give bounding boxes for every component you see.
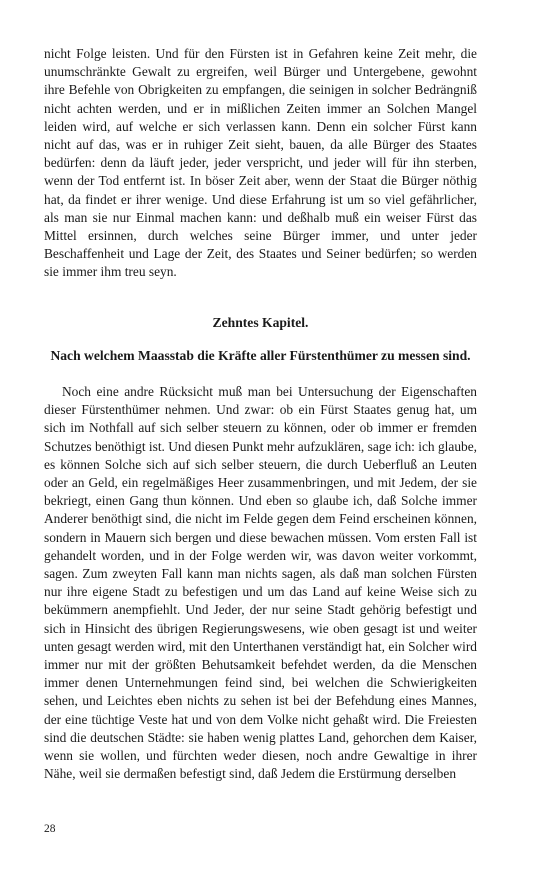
paragraph-main-text: Noch eine andre Rücksicht muß man bei Untersuchung der Eigenschaften dieser Fürstenthümer nehmen. Und zwar: ob ein Fürst Staates genug hat, um sich im Nothfall auf sich selber steuern zu können, oder ob immer er fremden Schutzes benöthigt ist. Und diesen Punkt mehr aufzuklären, sage ich: ich glaube, es können Solche sich auf sich selber steuern, die durch Ueberfluß an Leuten oder an Geld, ein regelmäßiges Heer zusammenbringen, und mit Jedem, der sie bekriegt, einen Gang thun können. Und eben so glaube ich, daß Solche immer Anderer benöthigt sind, die nicht im Felde gegen dem Feind erscheinen können, sondern in Mauern sich bergen und diese bewachen müssen. Vom ersten Fall ist gehandelt worden, und in der Folge werden wir, was davon weiter vorkommt, sagen. Zum zweyten Fall kann man nichts sagen, als daß man solchen Fürsten nur ihre eigene Stadt zu befestigen und um das Land auf keine Weise sich zu bekümmern anempfiehlt. Und Jeder, der nur seine Stadt gehörig befestigt und sich in Hinsicht des übrigen Regierungswesens, wie oben gesagt ist und weiter unten gesagt werden wird, mit den Unterthanen verständigt hat, ein Solcher wird immer nur mit der größten Behutsamkeit befehdet werden, da die Menschen immer denen Unternehmungen feind sind, bei welchen die Schwierigkeiten sehen, und Leichtes eben nichts zu sehen ist bei der Befehdung eines Mannes, der eine tüchtige Veste hat und von dem Volke nicht gehaßt wird. Die Freiesten sind die deutschen Städte: sie haben wenig plattes Land, gehorchen dem Kaiser, wenn sie wollen, und fürchten weder diesen, noch andre Gewaltige in ihrer Nähe, weil sie dermaßen befestigt sind, daß Jedem die Erstürmung derselben	[44, 384, 477, 782]
paragraph-top-text: nicht Folge leisten. Und für den Fürsten ist in Gefahren keine Zeit mehr, die unumschränkte Gewalt zu ergreifen, weil Bürger und Untergebene, gewohnt ihre Befehle von Obrigkeiten zu empfangen, die seinigen in solcher Bedrängniß nicht achten werden, und er in mißlichen Zeiten immer an Solchen Mangel leiden wird, auf welche er sich verlassen kann. Denn ein solcher Fürst kann nicht auf das, was er in ruhiger Zeit sieht, bauen, da alle Bürger des Staates bedürfen: denn da läuft jeder, jeder verspricht, und jeder will für ihn sterben, wenn der Tod entfernt ist. In böser Zeit aber, wenn der Staat die Bürger nöthig hat, da findet er ihrer wenige. Und diese Erfahrung ist um so viel gefährlicher, als man sie nur Einmal machen kann: und deßhalb muß ein weiser Fürst das Mittel ersinnen, durch welches seine Bürger immer, und unter jeder Beschaffenheit und Lage der Zeit, des Staates und Seiner bedürfen; so werden sie immer ihm treu seyn.	[44, 46, 477, 280]
chapter-subtitle: Nach welchem Maasstab die Kräfte aller Fürstenthümer zu messen sind.	[50, 348, 471, 363]
paragraph-main	[44, 383, 477, 783]
paragraph-top	[44, 45, 477, 282]
page-number: 28	[44, 823, 56, 835]
chapter-heading: Zehntes Kapitel.	[212, 315, 309, 330]
